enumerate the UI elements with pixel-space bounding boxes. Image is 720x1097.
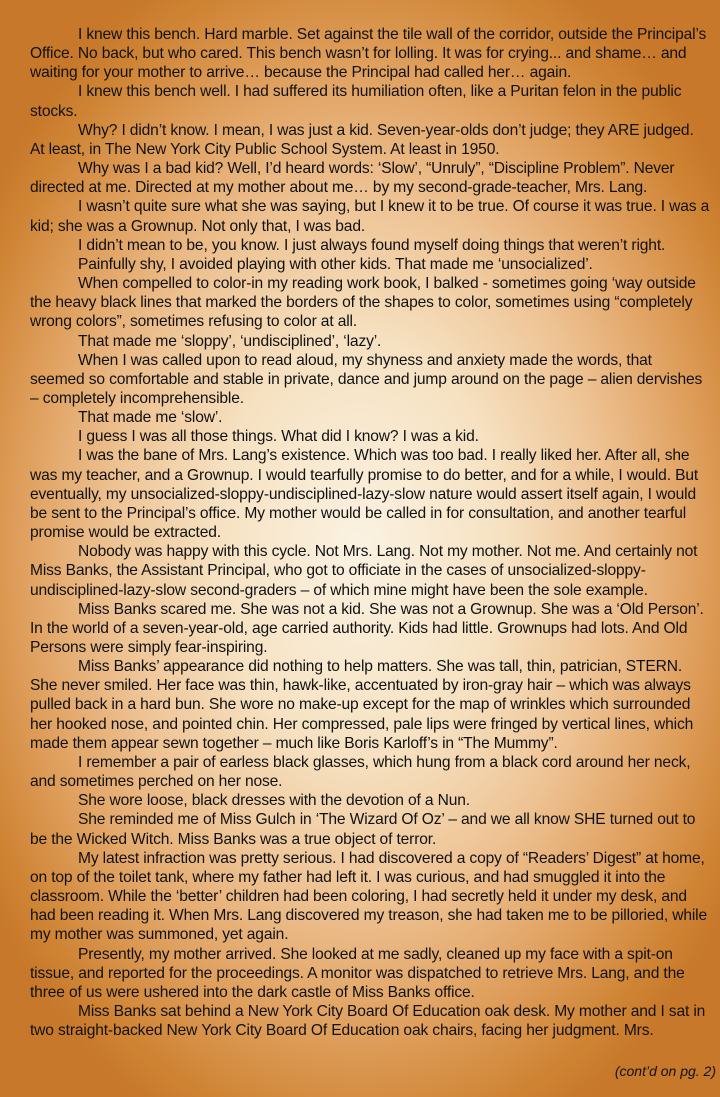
paragraph: Painfully shy, I avoided playing with other kids. That made me ‘unsocialized’. (78, 255, 593, 273)
paragraph: I remember a pair of earless black glasses, which hung from a black cord around her neck, and sometimes perched on her nose. (30, 753, 691, 791)
paragraph: She wore loose, black dresses with the devotion of a Nun. (78, 792, 470, 810)
paragraph: Miss Banks’ appearance did nothing to help matters. She was tall, thin, patrician, STERN. She never smiled. Her face was thin, hawk-like, accentuated by iron-gray hair – which was always pulled back in a hard bun. She wore no make-up except for the map of wrinkles which surrounded her hooked nose, and pointed chin. Her compressed, pale lips were fringed by vertical lines, which made them appear sewn together – much like Boris Karloff’s in “The Mummy”. (30, 658, 694, 752)
paragraph: Presently, my mother arrived. She looked at me sadly, cleaned up my face with a spit-on tissue, and reported for the proceedings. A monitor was dispatched to retrieve Mrs. Lang, and the three of us were ushered into the dark castle of Miss Banks office. (30, 945, 685, 1001)
paragraph: That made me ‘sloppy’, ‘undisciplined’, ‘lazy’. (78, 332, 382, 350)
paragraph: Why? I didn’t know. I mean, I was just a kid. Seven-year-olds don’t judge; they ARE judged. At least, in The New York City Public School System. At least in 1950. (30, 121, 694, 158)
paragraph: I was the bane of Mrs. Lang’s existence. Which was too bad. I really liked her. After all, she was my teacher, and a Grownup. I would tearfully promise to do better, and for a while, I would. But eventually, my unsocialized-sloppy-undisciplined-lazy-slow nature would assert itself again, I would be sent to the Principal’s office. My mother would be called in for consultation, and another tearful promise would be extracted. (30, 447, 699, 542)
continuation-note: (cont’d on pg. 2) (614, 1063, 716, 1079)
paragraph: Why was I a bad kid? Well, I’d heard words: ‘Slow’, “Unruly”, “Discipline Problem”. Never directed at me. Directed at my mother about me… by my second-grade-teacher, Mrs. Lang. (30, 160, 675, 197)
paragraph: When compelled to color-in my reading work book, I balked - sometimes going ‘way outside the heavy black lines that marked the borders of the shapes to color, sometimes using “completely wrong colors”, sometimes refusing to color at all. (30, 275, 696, 331)
paragraph: Miss Banks sat behind a New York City Board Of Education oak desk. My mother and I sat in two straight-backed New York City Board Of Education oak chairs, facing her judgment. Mrs. (30, 1002, 706, 1040)
paragraph: When I was called upon to read aloud, my shyness and anxiety made the words, that seemed so comfortable and stable in private, dance and jump around on the page – alien dervishes – completely incomprehensible. (30, 351, 703, 407)
paragraph: I guess I was all those things. What did I know? I was a kid. (78, 428, 479, 446)
paragraph: I knew this bench well. I had suffered its humiliation often, like a Puritan felon in the public stocks. (30, 83, 682, 120)
story-text (30, 25, 710, 1040)
paragraph: Miss Banks scared me. She was not a kid. She was not a Grownup. She was a ‘Old Person’. In the world of a seven-year-old, age carried authority. Kids had little. Grownups had lots. And Old Persons were simply fear-inspiring. (30, 600, 704, 656)
paragraph: Nobody was happy with this cycle. Not Mrs. Lang. Not my mother. Not me. And certainly not Miss Banks, the Assistant Principal, who got to officiate in the cases of unsocialized-sloppy-undisciplined-lazy-slow second-graders – of which mine might have been the sole example. (30, 543, 698, 599)
paragraph: I didn’t mean to be, you know. I just always found myself doing things that weren’t right. (78, 236, 666, 254)
paragraph: My latest infraction was pretty serious. I had discovered a copy of “Readers’ Digest” at home, on top of the toilet tank, where my father had left it. I was curious, and had smuggled it into the classroom. While the ‘better’ children had been coloring, I had secretly held it under my desk, and had been reading it. When Mrs. Lang discovered my treason, she had taken me to be pilloried, while my mother was summoned, yet again. (30, 849, 708, 944)
paragraph: I wasn’t quite sure what she was saying, but I knew it to be true. Of course it was true. I was a kid; she was a Grownup. Not only that, I was bad. (30, 198, 710, 235)
paragraph: She reminded me of Miss Gulch in ‘The Wizard Of Oz’ – and we all know SHE turned out to be the Wicked Witch. Miss Banks was a true object of terror. (30, 811, 696, 848)
paragraph: That made me ‘slow’. (78, 409, 223, 427)
paragraph: I knew this bench. Hard marble. Set against the tile wall of the corridor, outside the Principal’s Office. No back, but who cared. This bench wasn’t for lolling. It was for crying... and shame… and waiting for your mother to arrive… because the Principal had called her… again. (30, 26, 707, 82)
